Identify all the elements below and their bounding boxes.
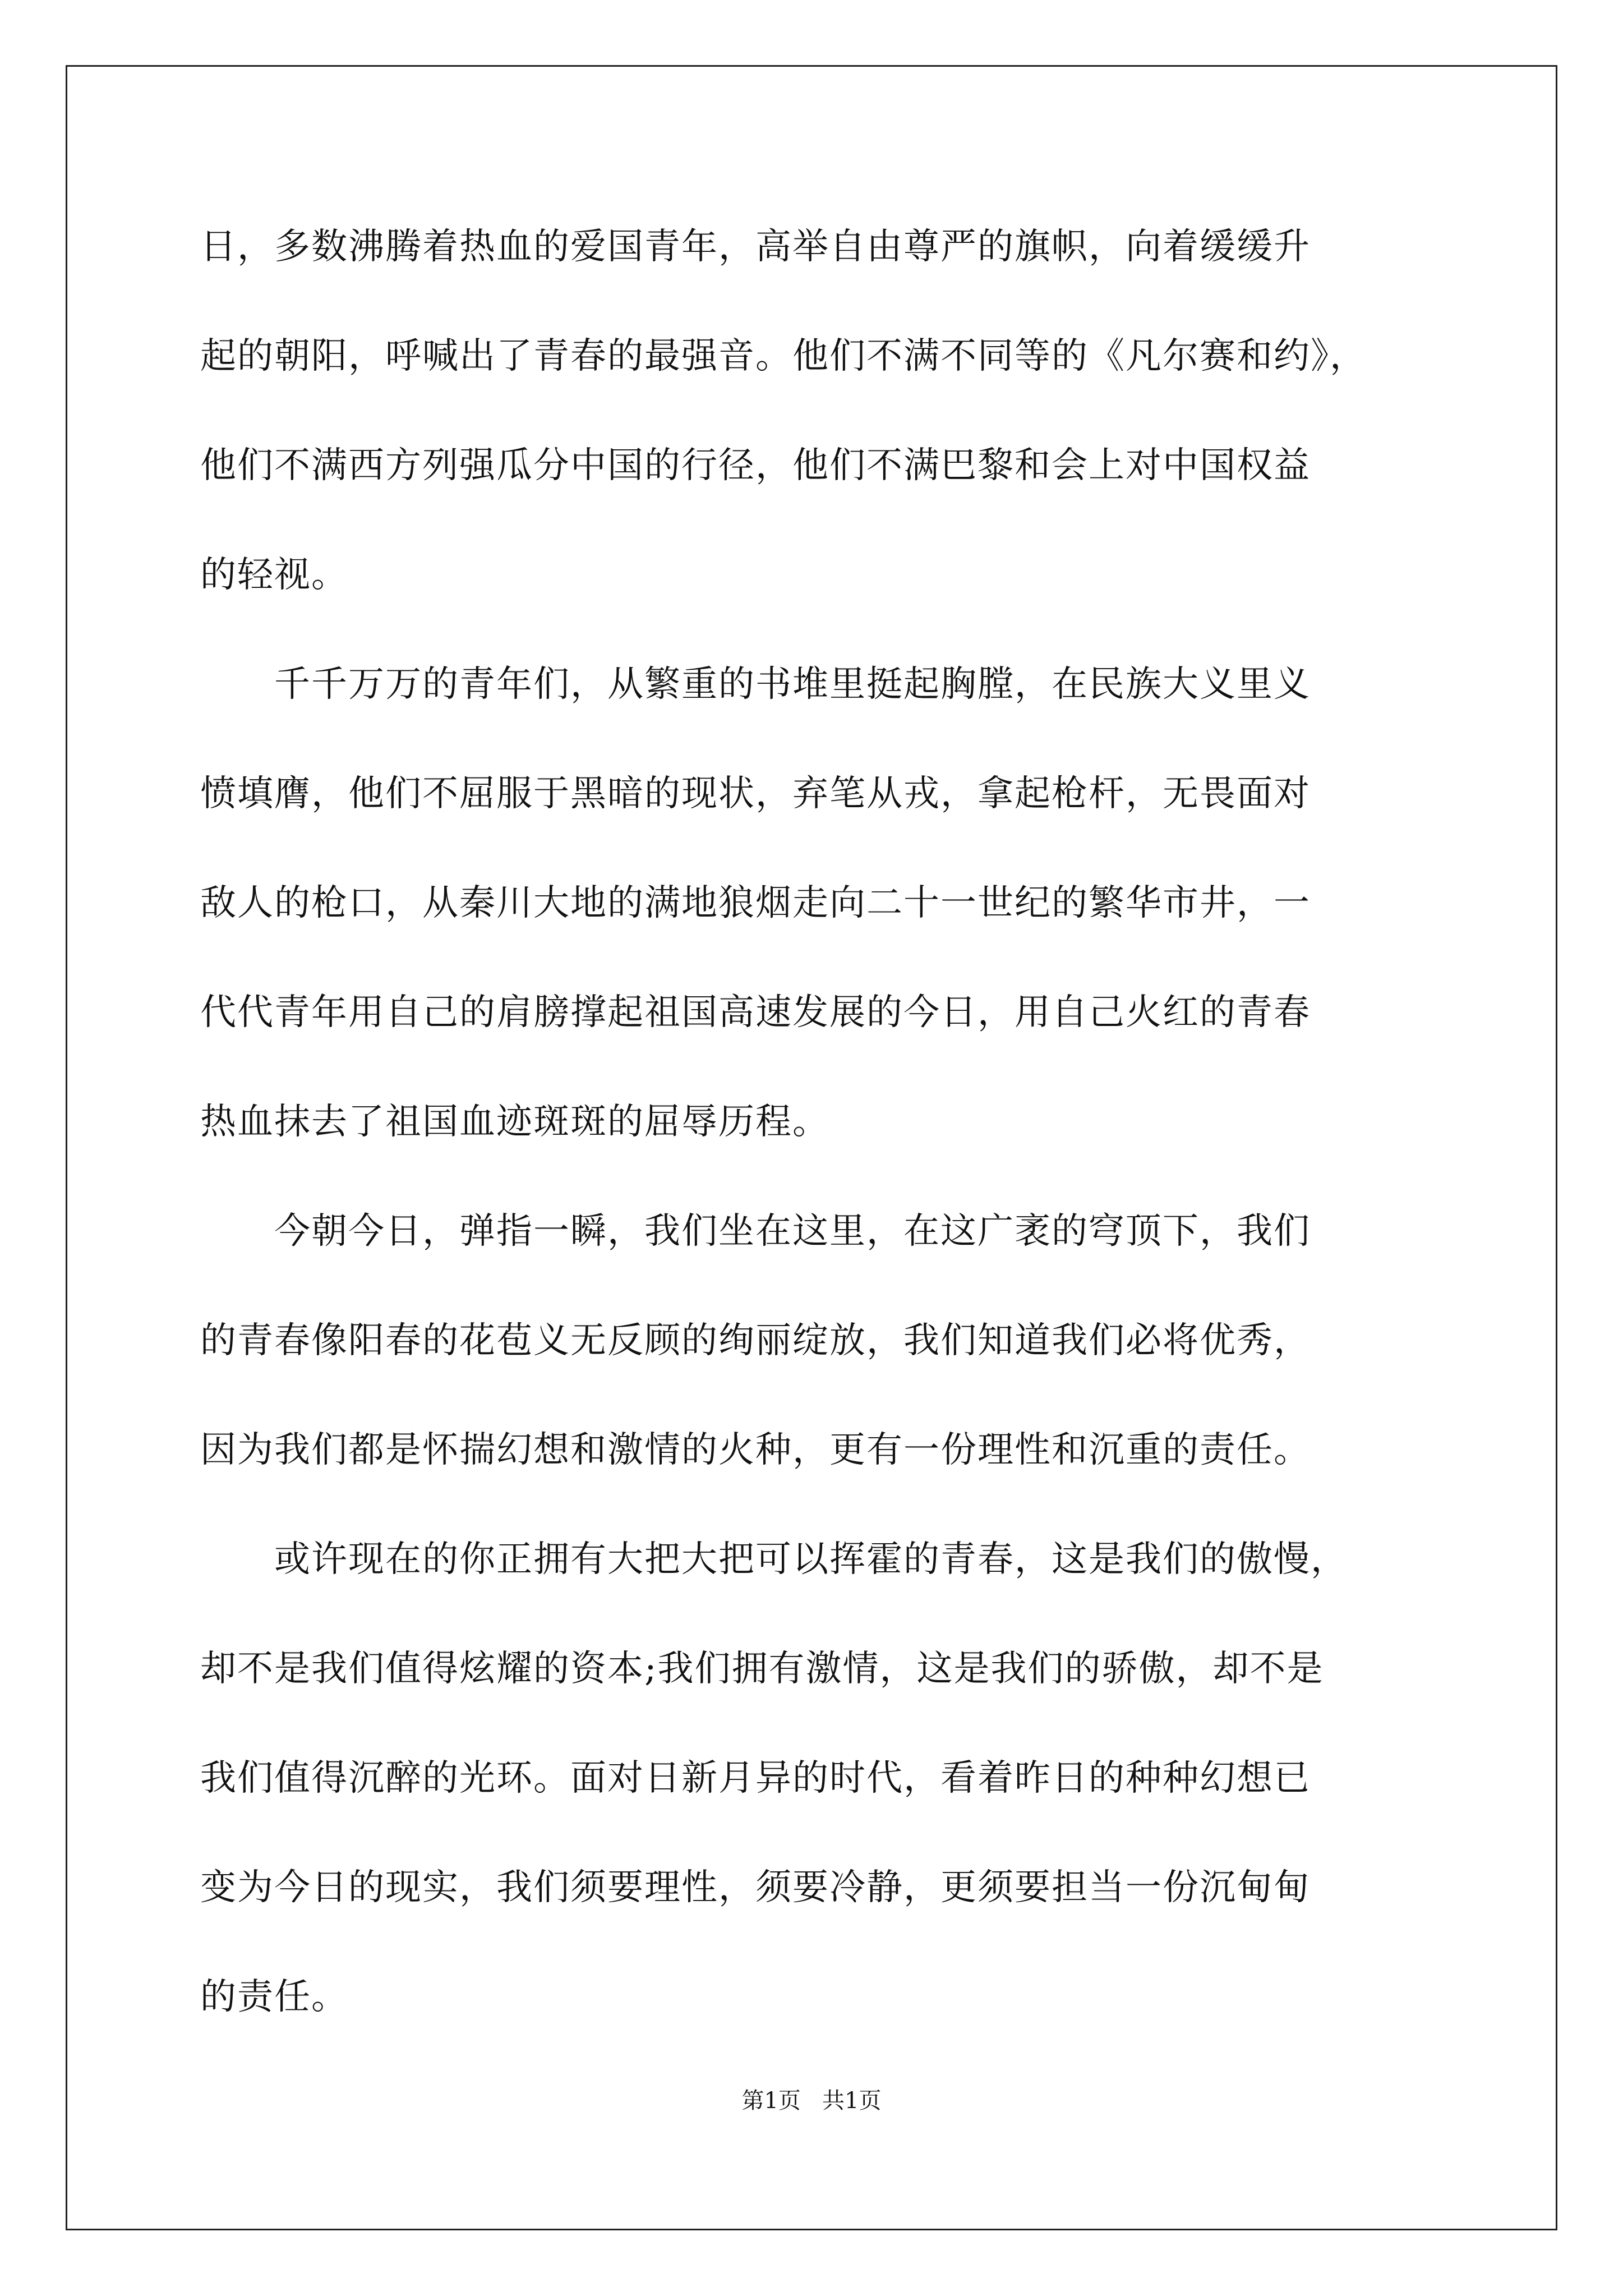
page-footer: 第1页 共1页 bbox=[741, 2088, 882, 2114]
text-line: 的青春像阳春的花苞义无反顾的绚丽绽放，我们知道我们必将优秀， bbox=[200, 1320, 1311, 1361]
text-line: 起的朝阳，呼喊出了青春的最强音。他们不满不同等的《凡尔赛和约》， bbox=[200, 335, 1367, 377]
text-line: 他们不满西方列强瓜分中国的行径，他们不满巴黎和会上对中国权益 bbox=[200, 445, 1311, 486]
text-line: 代代青年用自己的肩膀撑起祖国高速发展的今日，用自己火红的青春 bbox=[200, 992, 1311, 1033]
text-line: 因为我们都是怀揣幻想和激情的火种，更有一份理性和沉重的责任。 bbox=[200, 1429, 1311, 1471]
text-line: 或许现在的你正拥有大把大把可以挥霍的青春，这是我们的傲慢， bbox=[200, 1539, 1348, 1580]
text-line: 今朝今日，弹指一瞬，我们坐在这里，在这广袤的穹顶下，我们 bbox=[200, 1211, 1311, 1252]
text-line: 千千万万的青年们，从繁重的书堆里挺起胸膛，在民族大义里义 bbox=[200, 664, 1311, 705]
text-line: 却不是我们值得炫耀的资本;我们拥有激情，这是我们的骄傲，却不是 bbox=[200, 1648, 1324, 1690]
text-line: 敌人的枪口，从秦川大地的满地狼烟走向二十一世纪的繁华市井，一 bbox=[200, 882, 1311, 924]
text-line: 愤填膺，他们不屈服于黑暗的现状，弃笔从戎，拿起枪杆，无畏面对 bbox=[200, 773, 1311, 815]
text-line: 日，多数沸腾着热血的爱国青年，高举自由尊严的旗帜，向着缓缓升 bbox=[200, 226, 1311, 268]
text-line: 的责任。 bbox=[200, 1976, 348, 2018]
text-line: 变为今日的现实，我们须要理性，须要冷静，更须要担当一份沉甸甸 bbox=[200, 1867, 1311, 1908]
text-line: 热血抹去了祖国血迹斑斑的屈辱历程。 bbox=[200, 1101, 829, 1143]
text-line: 的轻视。 bbox=[200, 554, 348, 596]
text-line: 我们值得沉醉的光环。面对日新月异的时代，看着昨日的种种幻想已 bbox=[200, 1757, 1311, 1799]
